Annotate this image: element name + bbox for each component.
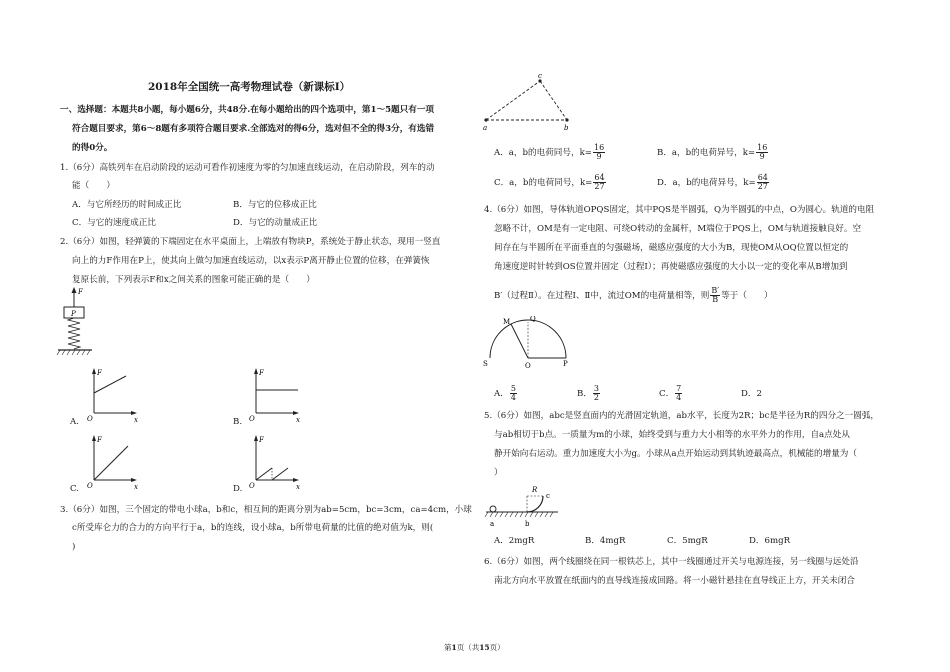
- q5-option-b: B．4mgR: [585, 536, 626, 546]
- graph-y-label: F: [259, 436, 264, 444]
- label-c: c: [538, 72, 542, 80]
- fraction-den: 9: [759, 152, 765, 161]
- q3-option-c-text: C．a，b的电荷同号，k=: [494, 178, 593, 188]
- graph-x-arrow: [293, 478, 299, 482]
- label-p: P: [563, 360, 568, 368]
- footer-middle: 页（共: [456, 643, 480, 652]
- graph-origin-label: O: [249, 415, 255, 423]
- q1-option-c: C．与它的速度成正比: [72, 218, 156, 228]
- charge-a: [484, 118, 487, 121]
- q5-track-figure: [482, 482, 562, 530]
- q3-option-c: [494, 174, 607, 191]
- fraction-num: 64: [594, 173, 605, 182]
- graph-x-arrow: [293, 411, 299, 415]
- q5-stem-line3: 静开始向右运动。重力加速度大小为g。小球从a点开始运动到其轨迹最高点，机械能的增量为（: [494, 449, 857, 459]
- force-label: F: [78, 288, 83, 296]
- q4-option-d: D．2: [741, 389, 762, 399]
- fraction-den: 4: [676, 393, 682, 402]
- q3-option-b: [657, 144, 769, 161]
- graph-x-arrow: [131, 411, 137, 415]
- section-heading-line3: 的得0分。: [72, 143, 113, 153]
- page-title: 2018年全国统一高考物理试卷（新课标Ⅰ）: [148, 81, 351, 93]
- section-heading-line1: 一、选择题：本题共8小题，每小题6分，共48分.在每小题给出的四个选项中，第1～5题只有一项: [60, 105, 435, 115]
- graph-line-second: [272, 468, 288, 480]
- q4-option-c-text: C．: [659, 389, 675, 399]
- fraction-num: 16: [594, 143, 605, 152]
- spring: [68, 318, 80, 349]
- side-ac: [486, 81, 540, 120]
- graph-origin-label: O: [87, 482, 93, 490]
- fraction-den: 2: [593, 393, 600, 402]
- fraction: [593, 174, 605, 191]
- fraction-num: 3: [593, 384, 600, 393]
- fraction-den: B: [712, 295, 719, 304]
- q1-option-b: B．与它的位移成正比: [233, 200, 317, 210]
- label-a: a: [490, 520, 495, 528]
- q4-stem-line5-end: 等于（ ）: [721, 291, 773, 301]
- q1-option-d: D．与它的动量成正比: [233, 218, 318, 228]
- q2-graph-a: [84, 365, 144, 425]
- graph-origin-label: O: [87, 415, 93, 423]
- fraction: [675, 385, 682, 402]
- label-s: S: [483, 360, 488, 368]
- ground-hatch: [485, 512, 553, 517]
- q5-option-a: A．2mgR: [494, 536, 535, 546]
- q1-stem-line2: 能（ ）: [72, 181, 115, 191]
- q4-stem-line2: 忽略不计，OM是有一定电阻、可绕O转动的金属杆，M端位于PQS上，OM与轨道接触良好。空: [494, 224, 862, 234]
- q2-option-c: C.: [70, 484, 80, 494]
- graph-y-label: F: [97, 436, 102, 444]
- q4-option-c: [659, 385, 683, 402]
- q1-stem-line1: 1.（6分）高铁列车在启动阶段的运动可看作初速度为零的匀加速直线运动，在启动阶段，列车的动: [60, 163, 435, 173]
- fraction: [757, 174, 769, 191]
- q2-stem-line3: 复原长前，下列表示F和x之间关系的图象可能正确的是（ ）: [72, 275, 315, 285]
- q4-stem-line5-text: B′（过程Ⅱ）。在过程Ⅰ、Ⅱ中，流过OM的电荷量相等，则: [494, 291, 710, 301]
- fraction-den: 9: [596, 152, 602, 161]
- fraction: [593, 144, 605, 161]
- side-bc: [540, 81, 567, 120]
- q2-option-a: A.: [70, 417, 79, 427]
- graph-line: [94, 446, 128, 480]
- q3-option-a-text: A．a，b的电荷同号，k=: [494, 148, 592, 158]
- graph-x-arrow: [131, 478, 137, 482]
- q4-stem-line4: 角速度逆时针转到OS位置并固定（过程Ⅰ）；再使磁感应强度的大小以一定的变化率从B增加到: [494, 262, 848, 272]
- footer-suffix: 页）: [489, 643, 505, 652]
- graph-line: [256, 468, 272, 480]
- q3-option-b-text: B．a，b的电荷异号，k=: [657, 148, 756, 158]
- q2-option-d: D.: [233, 484, 243, 494]
- fraction-den: 27: [594, 182, 605, 191]
- q3-option-d: [657, 174, 770, 191]
- graph-x-label: x: [134, 416, 138, 424]
- q4-option-b: [577, 385, 601, 402]
- q4-option-a-text: A．: [494, 389, 509, 399]
- q3-option-a: [494, 144, 606, 161]
- q3-stem-line2: c所受库仑力的合力的方向平行于a，b的连线，设小球a，b所带电荷量的比值的绝对值为k，则(: [72, 523, 434, 533]
- label-o: O: [525, 362, 531, 370]
- q1-option-a: A．与它所经历的时间成正比: [72, 200, 182, 210]
- label-b: b: [564, 124, 569, 132]
- fraction-den: 4: [510, 393, 516, 402]
- q4-stem-line3: 间存在与半圆所在平面垂直的匀强磁场，磁感应强度的大小为B，现使OM从OQ位置以恒定的: [494, 243, 849, 253]
- q2-option-b: B.: [233, 417, 243, 427]
- label-q: Q: [530, 316, 536, 323]
- ball: [490, 506, 496, 512]
- graph-y-arrow: [254, 435, 258, 441]
- force-arrow-head: [72, 287, 77, 293]
- q4-option-b-text: B．: [577, 389, 592, 399]
- footer-prefix: 第: [444, 643, 452, 652]
- fraction: [510, 385, 517, 402]
- fraction: [710, 287, 720, 304]
- q3-stem-line3: ): [72, 542, 76, 552]
- q6-stem-line1: 6.（6分）如图，两个线圈绕在同一根铁芯上，其中一线圈通过开关与电源连接，另一线圈与远处沿: [484, 557, 859, 567]
- q2-graph-c: [84, 432, 144, 492]
- graph-x-label: x: [134, 483, 138, 491]
- fraction-num: 7: [676, 384, 682, 393]
- q4-option-a: [494, 385, 518, 402]
- graph-x-label: x: [296, 416, 300, 424]
- graph-x-label: x: [296, 483, 300, 491]
- fraction-num: 5: [510, 384, 516, 393]
- table-hatch: [57, 350, 90, 355]
- label-b: b: [525, 520, 530, 528]
- q5-option-c: C．5mgR: [667, 536, 708, 546]
- label-c: c: [546, 492, 550, 500]
- q2-graph-d: [246, 432, 306, 492]
- q3-option-d-text: D．a，b的电荷异号，k=: [657, 178, 756, 188]
- graph-y-label: F: [259, 369, 264, 377]
- q6-stem-line2: 南北方向水平放置在纸面内的直导线连接成回路。将一小磁针悬挂在直导线正上方，开关未闭合: [494, 576, 855, 586]
- fraction-num: 64: [757, 173, 768, 182]
- label-r: R: [532, 486, 538, 494]
- block-p-label: P: [71, 310, 76, 318]
- graph-origin-label: O: [249, 482, 255, 490]
- q4-stem-line1: 4.（6分）如图，导体轨道OPQS固定，其中PQS是半圆弧，Q为半圆弧的中点，O为圆心。轨道的电阻: [484, 205, 875, 215]
- page-footer: [444, 643, 505, 652]
- graph-y-label: F: [97, 369, 102, 377]
- fraction-num: B′: [711, 286, 720, 295]
- page-number: 1: [451, 643, 457, 652]
- label-m: M: [503, 318, 511, 326]
- graph-y-arrow: [92, 368, 96, 374]
- fraction-den: 27: [757, 182, 768, 191]
- rod-om: [511, 324, 528, 358]
- q4-stem-line5: [494, 287, 773, 304]
- q2-graph-b: [246, 365, 306, 425]
- page-total: 15: [479, 643, 490, 652]
- graph-y-arrow: [92, 435, 96, 441]
- q2-stem-line2: 向上的力F作用在P上，使其向上做匀加速直线运动，以x表示P离开静止位置的位移，在弹簧恢: [72, 256, 430, 266]
- fraction: [756, 144, 768, 161]
- quarter-arc-bc: [527, 496, 543, 512]
- q5-stem-line4: ）: [494, 468, 503, 478]
- fraction: [593, 385, 600, 402]
- charge-b: [565, 118, 568, 121]
- q5-stem-line1: 5.（6分）如图，abc是竖直面内的光滑固定轨道，ab水平，长度为2R；bc是半径为R的四分之一圆弧，: [484, 411, 880, 421]
- q2-spring-figure: [56, 285, 106, 360]
- q5-option-d: D．6mgR: [749, 536, 791, 546]
- q5-stem-line2: 与ab相切于b点。一质量为m的小球，始终受到与重力大小相等的水平外力的作用，自a点处从: [494, 430, 850, 440]
- section-heading-line2: 符合题目要求，第6～8题有多项符合题目要求.全部选对的得6分，选对但不全的得3分，有选错: [72, 124, 435, 134]
- fraction-num: 16: [757, 143, 768, 152]
- q3-triangle-figure: [478, 70, 588, 135]
- graph-line: [94, 376, 126, 393]
- label-a: a: [483, 124, 488, 132]
- q3-stem-line1: 3.（6分）如图，三个固定的带电小球a，b和c，相互间的距离分别为ab=5cm，bc=3cm，ca=4cm，小球: [60, 505, 472, 515]
- graph-y-arrow: [254, 368, 258, 374]
- q2-stem-line1: 2.（6分）如图，轻弹簧的下端固定在水平桌面上，上端放有物块P，系统处于静止状态，现用一竖直: [60, 237, 441, 247]
- q4-semicircle-figure: [480, 316, 575, 374]
